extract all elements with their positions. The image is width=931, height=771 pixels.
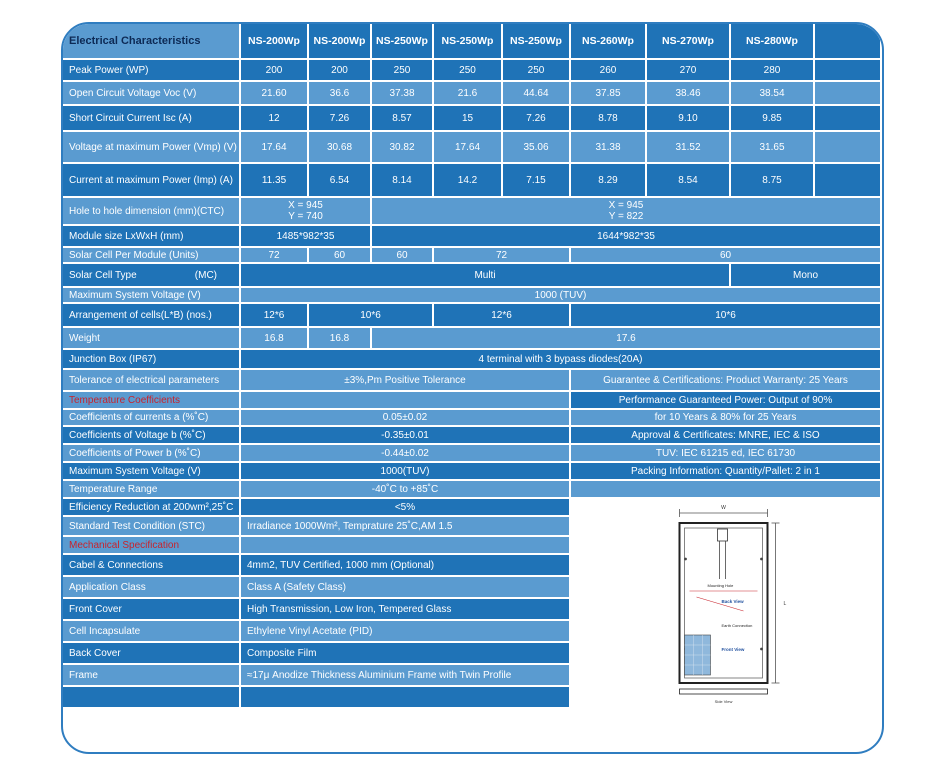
weight-value: 17.6	[372, 328, 880, 348]
coefficient-label: Coefficients of currents a (%˚C)	[63, 410, 239, 425]
mounting-hole-note: Mounting Hole	[707, 583, 734, 588]
model-header: NS-280Wp	[731, 24, 813, 58]
header-spacer	[815, 24, 880, 58]
module-dimension-drawing	[571, 499, 882, 709]
spec-value: 8.57	[372, 106, 432, 130]
spec-value: 30.82	[372, 132, 432, 162]
cell-type-label	[63, 264, 239, 286]
spec-value: 31.38	[571, 132, 645, 162]
module-size-b: 1644*982*35	[372, 226, 880, 246]
spec-value: 9.10	[647, 106, 729, 130]
spec-label: Current at maximum Power (Imp) (A)	[63, 164, 239, 196]
hole-dimension-label: Hole to hole dimension (mm)(CTC)	[63, 198, 239, 224]
tolerance-label: Tolerance of electrical parameters	[63, 370, 239, 390]
tolerance-value: ±3%,Pm Positive Tolerance	[241, 370, 569, 390]
spec-label: Peak Power (WP)	[63, 60, 239, 80]
certification-note: for 10 Years & 80% for 25 Years	[571, 410, 880, 425]
weight-label: Weight	[63, 328, 239, 348]
certification-note: Approval & Certificates: MNRE, IEC & ISO	[571, 427, 880, 443]
hole-b-x: X = 945	[608, 200, 644, 211]
coefficient-label: Coefficients of Power b (%˚C)	[63, 445, 239, 461]
mechanical-value: 4mm2, TUV Certified, 1000 mm (Optional)	[241, 555, 569, 575]
module-size-a: 1485*982*35	[241, 226, 370, 246]
row-spacer	[815, 82, 880, 104]
mechanical-label: Frame	[63, 665, 239, 685]
spec-value: 7.15	[503, 164, 569, 196]
spec-value: 260	[571, 60, 645, 80]
spec-value: 8.29	[571, 164, 645, 196]
model-header: NS-270Wp	[647, 24, 729, 58]
mechanical-label: Cell Incapsulate	[63, 621, 239, 641]
coefficient-value: -0.44±0.02	[241, 445, 569, 461]
mechanical-value: Ethylene Vinyl Acetate (PID)	[241, 621, 569, 641]
spec-value: 30.68	[309, 132, 370, 162]
spec-value: 250	[434, 60, 501, 80]
cells-value: 60	[571, 248, 880, 262]
back-view-label: Back View	[721, 599, 744, 604]
model-header: NS-250Wp	[372, 24, 432, 58]
coefficient-value: -0.35±0.01	[241, 427, 569, 443]
spec-value: 250	[503, 60, 569, 80]
spec-value: 15	[434, 106, 501, 130]
coefficient-label: Efficiency Reduction at 200wm²,25˚C	[63, 499, 239, 515]
row-spacer	[815, 132, 880, 162]
spec-value: 9.85	[731, 106, 813, 130]
spec-value: 8.75	[731, 164, 813, 196]
hole-a-x: X = 945	[288, 200, 323, 211]
hole-dimension-b	[372, 198, 880, 224]
spec-value: 37.38	[372, 82, 432, 104]
spec-value: 31.65	[731, 132, 813, 162]
certification-note: TUV: IEC 61215 ed, IEC 61730	[571, 445, 880, 461]
arrangement-value: 12*6	[434, 304, 569, 326]
mechanical-label: Cabel & Connections	[63, 555, 239, 575]
header-spacer	[241, 392, 569, 408]
blank-row	[63, 687, 239, 707]
mechanical-value: ≈17μ Anodize Thickness Aluminium Frame with Twin Profile	[241, 665, 569, 685]
mechanical-value: High Transmission, Low Iron, Tempered Glass	[241, 599, 569, 619]
datasheet-card	[61, 22, 884, 754]
coefficient-value: <5%	[241, 499, 569, 515]
coefficient-value: Irradiance 1000Wm², Temprature 25˚C,AM 1.5	[241, 517, 569, 535]
spec-label: Open Circuit Voltage Voc (V)	[63, 82, 239, 104]
spec-value: 37.85	[571, 82, 645, 104]
spec-value: 200	[241, 60, 307, 80]
weight-value: 16.8	[309, 328, 370, 348]
spec-value: 44.64	[503, 82, 569, 104]
cells-value: 60	[309, 248, 370, 262]
earth-connection-note: Earth Connection	[721, 623, 753, 628]
spec-value: 280	[731, 60, 813, 80]
table-title: Electrical Characteristics	[63, 24, 239, 58]
cells-value: 72	[241, 248, 307, 262]
certification-note: Packing Information: Quantity/Pallet: 2 in 1	[571, 463, 880, 479]
mechanical-value: Composite Film	[241, 643, 569, 663]
spec-value: 17.64	[434, 132, 501, 162]
coefficient-value: 0.05±0.02	[241, 410, 569, 425]
spec-value: 7.26	[309, 106, 370, 130]
spec-value: 38.46	[647, 82, 729, 104]
cells-value: 60	[372, 248, 432, 262]
spec-value: 8.78	[571, 106, 645, 130]
side-view-label: Side View	[714, 699, 733, 704]
row-spacer	[815, 60, 880, 80]
note-spacer	[571, 481, 880, 497]
model-header: NS-250Wp	[434, 24, 501, 58]
coefficient-label: Maximum System Voltage (V)	[63, 463, 239, 479]
spec-value: 31.52	[647, 132, 729, 162]
spec-value: 250	[372, 60, 432, 80]
mechanical-label: Application Class	[63, 577, 239, 597]
module-drawing-svg	[571, 499, 882, 709]
spec-value: 21.60	[241, 82, 307, 104]
coefficient-label: Temperature Range	[63, 481, 239, 497]
mechanical-label: Front Cover	[63, 599, 239, 619]
spec-value: 21.6	[434, 82, 501, 104]
hole-b-y: Y = 822	[608, 211, 644, 222]
hole-a-y: Y = 740	[288, 211, 323, 222]
mechanical-specification-header: Mechanical Specification	[63, 537, 239, 553]
blank-row	[241, 687, 569, 707]
model-header: NS-260Wp	[571, 24, 645, 58]
spec-value: 36.6	[309, 82, 370, 104]
max-system-voltage-value: 1000 (TUV)	[241, 288, 880, 302]
model-header: NS-250Wp	[503, 24, 569, 58]
spec-value: 6.54	[309, 164, 370, 196]
dim-l-label: L	[783, 601, 787, 607]
dim-w-label: W	[721, 505, 726, 511]
header-spacer	[241, 537, 569, 553]
spec-value: 17.64	[241, 132, 307, 162]
front-view-label: Front View	[721, 647, 745, 652]
row-spacer	[815, 164, 880, 196]
cell-type-multi: Multi	[241, 264, 729, 286]
spec-value: 35.06	[503, 132, 569, 162]
junction-box-value: 4 terminal with 3 bypass diodes(20A)	[241, 350, 880, 368]
spec-value: 11.35	[241, 164, 307, 196]
mechanical-value: Class A (Safety Class)	[241, 577, 569, 597]
cell-type-mc: (MC)	[194, 269, 217, 281]
spec-value: 38.54	[731, 82, 813, 104]
cells-value: 72	[434, 248, 569, 262]
model-header: NS-200Wp	[241, 24, 307, 58]
module-size-label: Module size LxWxH (mm)	[63, 226, 239, 246]
cell-type-mono: Mono	[731, 264, 880, 286]
spec-value: 12	[241, 106, 307, 130]
cell-type-text: Solar Cell Type	[69, 269, 137, 281]
junction-box-label: Junction Box (IP67)	[63, 350, 239, 368]
model-header: NS-200Wp	[309, 24, 370, 58]
coefficient-label: Standard Test Condition (STC)	[63, 517, 239, 535]
spec-value: 200	[309, 60, 370, 80]
spec-value: 270	[647, 60, 729, 80]
arrangement-value: 10*6	[571, 304, 880, 326]
cells-per-module-label: Solar Cell Per Module (Units)	[63, 248, 239, 262]
coefficient-value: 1000(TUV)	[241, 463, 569, 479]
spec-label: Voltage at maximum Power (Vmp) (V)	[63, 132, 239, 162]
spec-value: 8.54	[647, 164, 729, 196]
max-system-voltage-label: Maximum System Voltage (V)	[63, 288, 239, 302]
row-spacer	[815, 106, 880, 130]
weight-value: 16.8	[241, 328, 307, 348]
coefficient-value: -40˚C to +85˚C	[241, 481, 569, 497]
spec-value: 14.2	[434, 164, 501, 196]
temperature-coefficients-header: Temperature Coefficients	[63, 392, 239, 408]
arrangement-label: Arrangement of cells(L*B) (nos.)	[63, 304, 239, 326]
spec-value: 8.14	[372, 164, 432, 196]
coefficient-label: Coefficients of Voltage b (%˚C)	[63, 427, 239, 443]
performance-note: Performance Guaranteed Power: Output of 90%	[571, 392, 880, 408]
spec-value: 7.26	[503, 106, 569, 130]
mechanical-label: Back Cover	[63, 643, 239, 663]
spec-label: Short Circuit Current Isc (A)	[63, 106, 239, 130]
arrangement-value: 12*6	[241, 304, 307, 326]
arrangement-value: 10*6	[309, 304, 432, 326]
guarantee-note: Guarantee & Certifications: Product Warranty: 25 Years	[571, 370, 880, 390]
hole-dimension-a	[241, 198, 370, 224]
